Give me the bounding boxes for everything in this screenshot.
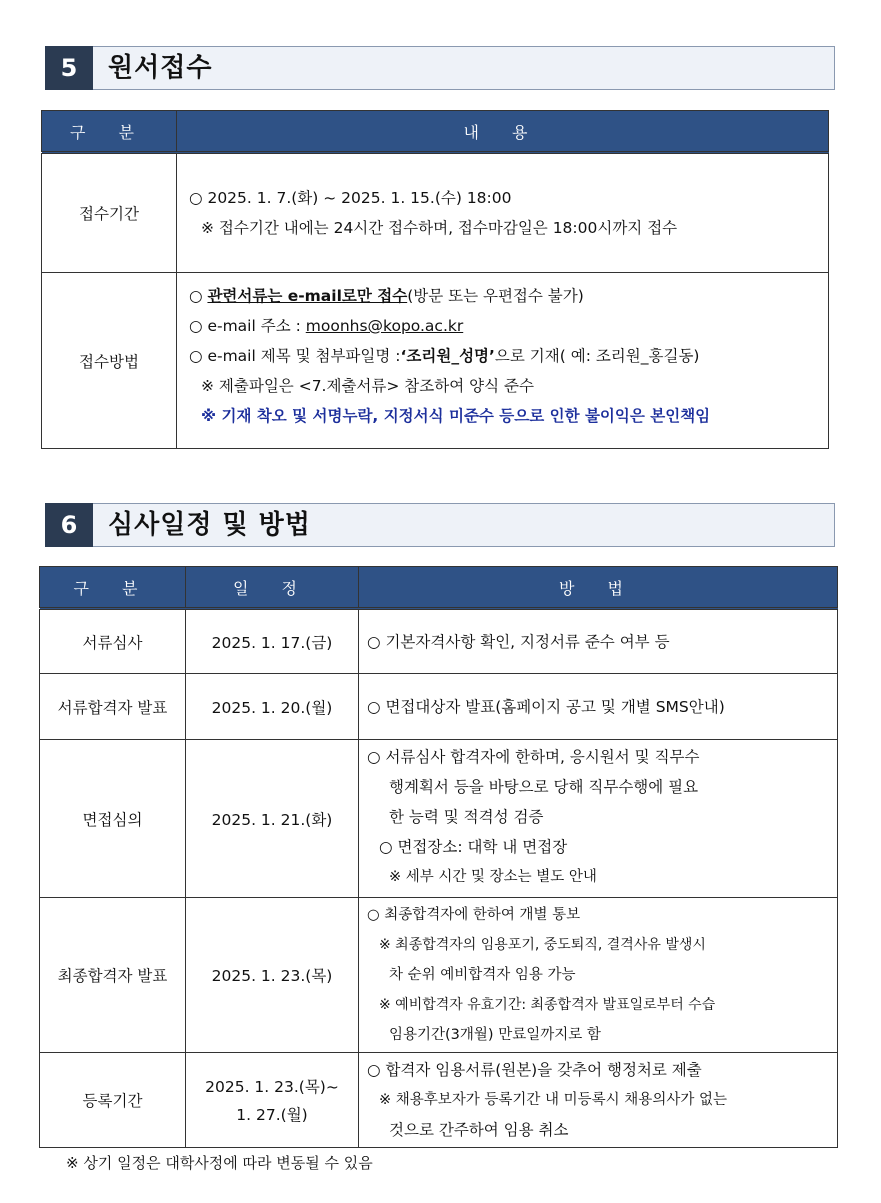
row-label: 서류심사	[40, 609, 186, 674]
table-row	[40, 674, 838, 740]
table-header-method: 방 법	[359, 567, 838, 609]
row-date: 2025. 1. 23.(목)	[186, 898, 359, 1053]
row-date-line-1: 2025. 1. 23.(목)~	[205, 1078, 339, 1096]
row-method: ※ 채용후보자가 등록기간 내 미등록시 채용의사가 없는	[379, 1092, 727, 1108]
row-method: ○ 합격자 임용서류(원본)을 갖추어 행정처로 제출	[367, 1061, 702, 1079]
table-header-content: 내 용	[177, 111, 829, 153]
section-6-number: 6	[45, 503, 93, 547]
method-line-1	[189, 281, 828, 311]
row-method: 것으로 간주하여 임용 취소	[389, 1121, 569, 1139]
application-table	[41, 110, 829, 449]
row-date: 2025. 1. 20.(월)	[186, 674, 359, 740]
email-label: ○ e-mail 주소 :	[189, 317, 306, 335]
method-line-3	[189, 341, 828, 371]
method-note-2: ※ 기재 착오 및 서명누락, 지정서식 미준수 등으로 인한 불이익은 본인책임	[201, 407, 711, 425]
row-method: 차 순위 예비합격자 임용 가능	[389, 967, 576, 983]
row-label: 서류합격자 발표	[40, 674, 186, 740]
row-label: 접수기간	[42, 153, 177, 273]
filename-label: ○ e-mail 제목 및 첨부파일명 :	[189, 347, 401, 365]
row-date: 2025. 1. 17.(금)	[186, 609, 359, 674]
row-method: ○ 기본자격사항 확인, 지정서류 준수 여부 등	[367, 632, 670, 651]
section-6-header	[45, 503, 835, 547]
table-header-category: 구 분	[40, 567, 186, 609]
table-header-date: 일 정	[186, 567, 359, 609]
row-method: ※ 세부 시간 및 장소는 별도 안내	[389, 869, 597, 885]
row-method: ○ 서류심사 합격자에 한하며, 응시원서 및 직무수	[367, 748, 700, 766]
section-6-title: 심사일정 및 방법	[108, 510, 311, 540]
table-row-period	[42, 153, 829, 273]
footnote: ※ 상기 일정은 대학사정에 따라 변동될 수 있음	[66, 1154, 373, 1172]
filename-format: ‘조리원_성명’	[400, 347, 495, 365]
table-row	[40, 898, 838, 1053]
row-date-line-2: 1. 27.(월)	[236, 1106, 308, 1124]
table-row	[40, 609, 838, 674]
row-method: 한 능력 및 적격성 검증	[389, 808, 544, 826]
row-label: 면접심의	[40, 740, 186, 898]
filename-example: 으로 기재( 예: 조리원_홍길동)	[494, 347, 700, 365]
row-method: 행계획서 등을 바탕으로 당해 직무수행에 필요	[389, 778, 699, 796]
email-only-notice: 관련서류는 e-mail로만 접수	[207, 287, 408, 305]
row-label: 등록기간	[40, 1053, 186, 1148]
table-header-category: 구 분	[42, 111, 177, 153]
row-label: 최종합격자 발표	[40, 898, 186, 1053]
table-row	[40, 1053, 838, 1148]
email-link[interactable]: moonhs@kopo.ac.kr	[305, 317, 464, 335]
row-method: ※ 최종합격자의 임용포기, 중도퇴직, 결격사유 발생시	[379, 937, 706, 953]
row-method: ○ 최종합격자에 한하여 개별 통보	[367, 907, 581, 923]
period-line: ○ 2025. 1. 7.(화) ~ 2025. 1. 15.(수) 18:00	[189, 189, 512, 207]
bullet: ○	[189, 287, 208, 305]
row-method: ○ 면접장소: 대학 내 면접장	[379, 838, 568, 856]
period-note: ※ 접수기간 내에는 24시간 접수하며, 접수마감일은 18:00시까지 접수	[201, 219, 678, 237]
method-note-1: ※ 제출파일은 <7.제출서류> 참조하여 양식 준수	[201, 377, 534, 395]
row-method: 임용기간(3개월) 만료일까지로 함	[389, 1027, 601, 1043]
row-label: 접수방법	[42, 273, 177, 449]
table-row-method	[42, 273, 829, 449]
method-line-2	[189, 311, 828, 341]
section-5-header	[45, 46, 835, 90]
section-5-title: 원서접수	[108, 53, 213, 83]
section-5-number: 5	[45, 46, 93, 90]
row-date: 2025. 1. 21.(화)	[186, 740, 359, 898]
method-line-1-rest: (방문 또는 우편접수 불가)	[407, 287, 584, 305]
row-method: ○ 면접대상자 발표(홈페이지 공고 및 개별 SMS안내)	[367, 697, 725, 716]
schedule-table	[39, 566, 838, 1148]
table-row	[40, 740, 838, 898]
row-date	[186, 1053, 359, 1148]
row-method: ※ 예비합격자 유효기간: 최종합격자 발표일로부터 수습	[379, 997, 716, 1013]
